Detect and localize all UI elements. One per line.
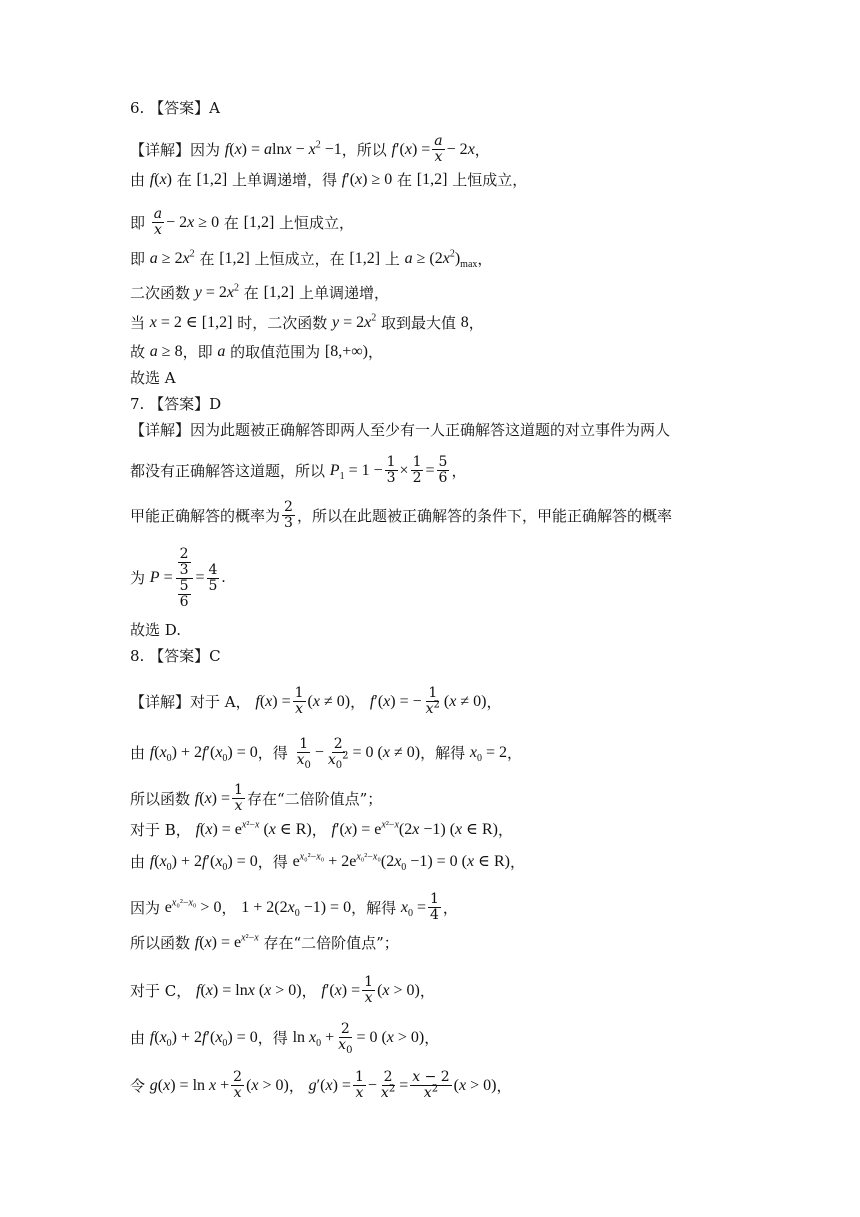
q8-line8: 对于 C， f(x) = lnx (x > 0) ， f′(x) = $\frac{1}{x}$ (x > 0) ， — [130, 974, 435, 1006]
q6-answer: 6. 【答案】A — [130, 99, 220, 117]
q6-line6: 当 x = 2 ∈ [1,2] 时，二次函数 $y = 2x^2$ 取到最大值 8 ， — [130, 312, 484, 332]
q6-line3: 即 $\frac{a}{x}$ − 2x ≥ 0 在 [1,2] 上恒成立， — [130, 206, 355, 238]
q8-line1: 【详解】对于 A， f(x) = $\frac{1}{x}$ (x ≠ 0) ， f′(x) = − $\frac{1}{x^2}$ (x ≠ 0) ， — [130, 685, 502, 717]
q7-line1: 【详解】因为此题被正确解答即两人至少有一人正确解答这道题的对立事件为两人 — [130, 421, 671, 439]
q7-answer: 7. 【答案】D — [130, 395, 222, 413]
q7-line3: 甲能正确解答的概率为 $\frac{2}{3}$ ，所以在此题被正确解答的条件下，甲能正确解答的概率 — [130, 499, 672, 531]
q8-line4: 对于 B， $f(x) = e^{x^2-x}$ (x ∈ R) ， $f'(x) = e^{x^2-x}(2x -1)$ (x ∈ R) ， — [130, 819, 513, 839]
q8-line7: 所以函数 $f(x) = e^{x^2-x}$ 存在“二倍阶值点”； — [130, 932, 399, 952]
q7-line2: 都没有正确解答这道题，所以 $P_1 = 1$ − $\frac{1}{3}$ × $\frac{1}{2}$ = $\frac{5}{6}$ ， — [130, 454, 467, 486]
q8-answer: 8. 【答案】C — [130, 647, 221, 665]
q7-line4: 为 P = $\frac{\frac{2}{3}}{\frac{5}{6}}$ = $\frac{4}{5}$ . — [130, 545, 226, 610]
q6-line4: 即 $a \ge 2x^2$ 在 [1,2] 上恒成立，在 [1,2] 上 $a \ge (2x^2)_{max}$ ， — [130, 248, 493, 271]
q8-line2: 由 $f(x_0) + 2f'(x_0) = 0$ ，得 $\frac{1}{x_0}$ − $\frac{2}{x_0^2}$ = 0 (x ≠ 0) ，解得 $x_0 = 2$ ， — [130, 736, 523, 771]
q7-line5: 故选 D. — [130, 621, 182, 639]
q8-line3: 所以函数 f(x) = $\frac{1}{x}$ 存在“二倍阶值点”； — [130, 782, 383, 814]
q8-line9: 由 $f(x_0) + 2f'(x_0) = 0$ ，得 $\ln x_0$ + $\frac{2}{x_0}$ = 0 (x > 0) ， — [130, 1021, 440, 1056]
q8-line6: 因为 $e^{x_0^2-x_0} > 0$ ， $1 + 2(2x_0 -1) = 0$ ，解得 $x_0$ = $\frac{1}{4}$ ， — [130, 891, 458, 923]
q6-line8: 故选 A — [130, 369, 176, 387]
q6-line7: 故 a ≥ 8 ，即 a 的取值范围为 [8,+∞) ， — [130, 343, 383, 361]
q6-line2: 由 f(x) 在 [1,2] 上单调递增，得 f′(x) ≥ 0 在 [1,2] 上恒成立， — [130, 171, 528, 189]
q8-line10: 令 g(x) = ln x + $\frac{2}{x}$ (x > 0) ， g′(x) = $\frac{1}{x}$ − $\frac{2}{x^2}$ = $\frac{x - 2}{x^2}$ (x > 0) ， — [130, 1069, 512, 1101]
q6-line1: 【详解】因为 $f(x) = alnx - x^2 -1$ ，所以 f′(x) = $\frac{a}{x}$ − 2x ， — [130, 133, 490, 165]
q8-line5: 由 $f(x_0) + 2f'(x_0) = 0$ ，得 $e^{x_0^2-x_0} + 2e^{x_0^2-x_0}(2x_0 -1) = 0$ (x ∈ R) ， — [130, 851, 525, 874]
q6-line5: 二次函数 $y = 2x^2$ 在 [1,2] 上单调递增， — [130, 282, 390, 302]
